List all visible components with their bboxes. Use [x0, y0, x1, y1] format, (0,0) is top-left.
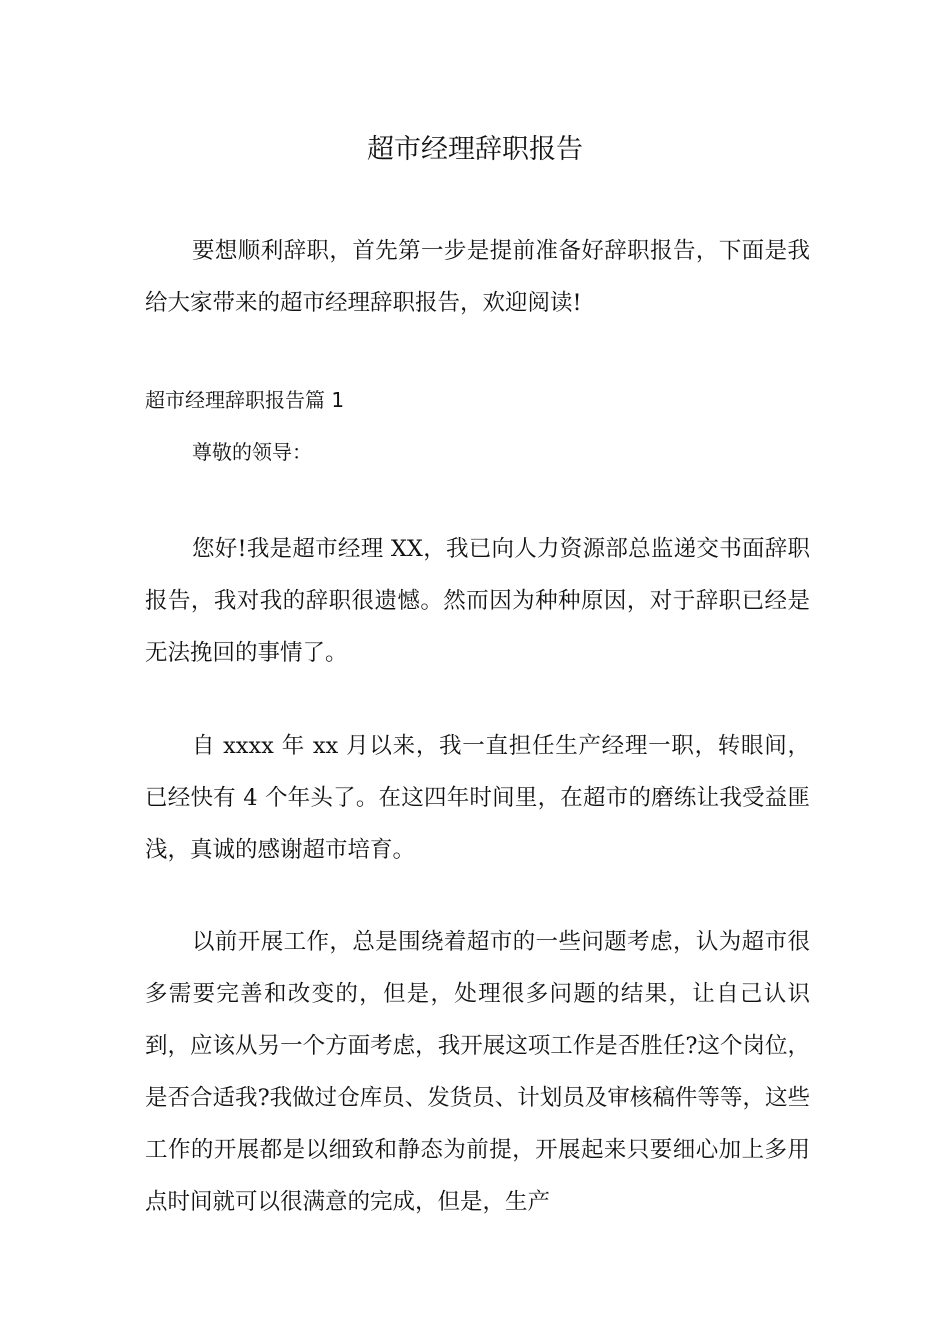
document-title: 超市经理辞职报告 [367, 134, 583, 165]
salutation: 尊敬的领导： [192, 440, 312, 464]
body-paragraph-3: 以前开展工作，总是围绕着超市的一些问题考虑，认为超市很多需要完善和改变的，但是，处理很多问题的结果，让自己认识到，应该从另一个方面考虑，我开展这项工作是否胜任?这个岗位，是否合适我?我做过仓库员、发货员、计划员及审核稿件等等，这些工作的开展都是以细致和静态为前提，开展起来只要细心加上多用点时间就可以很满意的完成，但是，生产 [145, 929, 810, 1215]
body-paragraph-2: 自 xxxx 年 xx 月以来，我一直担任生产经理一职，转眼间，已经快有 4 个年头了。在这四年时间里，在超市的磨练让我受益匪浅，真诚的感谢超市培育。 [145, 733, 810, 863]
body-paragraph-1: 您好!我是超市经理 XX，我已向人力资源部总监递交书面辞职报告，我对我的辞职很遗憾。然而因为种种原因，对于辞职已经是无法挽回的事情了。 [145, 536, 810, 666]
intro-paragraph: 要想顺利辞职，首先第一步是提前准备好辞职报告，下面是我给大家带来的超市经理辞职报告，欢迎阅读! [145, 238, 810, 316]
section-heading: 超市经理辞职报告篇 1 [145, 388, 345, 412]
